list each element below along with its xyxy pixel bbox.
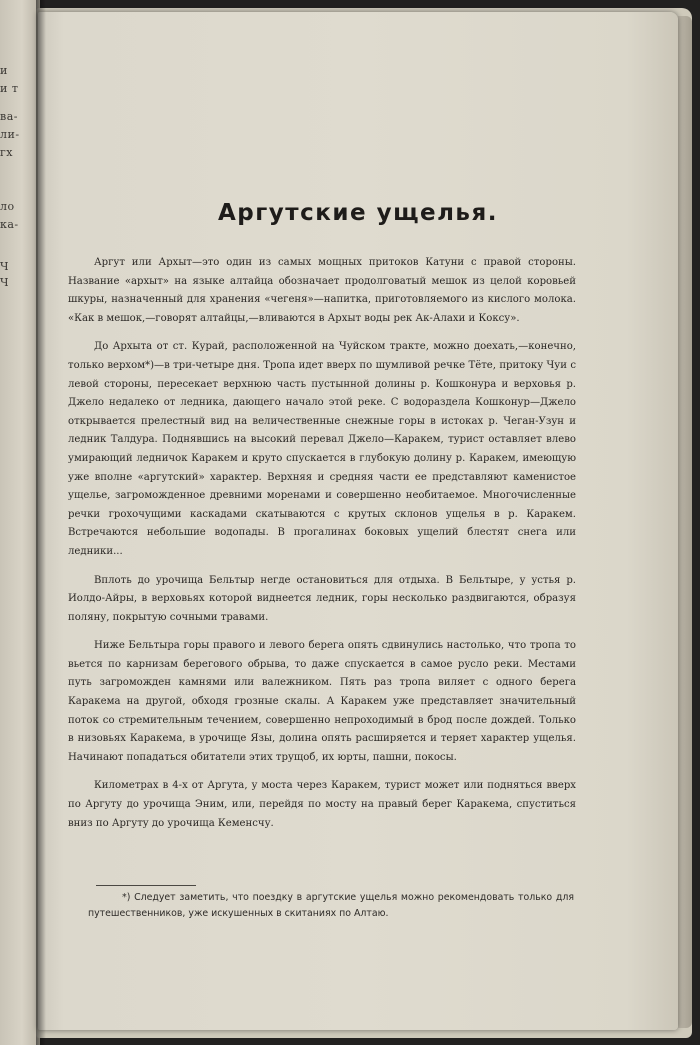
left-page-fragment: гх (0, 146, 13, 159)
left-page-fragment: Ч (0, 276, 10, 289)
book-page (38, 12, 678, 1030)
chapter-title: Аргутские ущелья. (218, 200, 498, 226)
left-page-fragment: и (0, 64, 8, 77)
body-text (68, 254, 576, 843)
left-page-fragment: и т (0, 82, 19, 95)
left-page-edge (0, 0, 40, 1045)
left-page-fragment: ли- (0, 128, 20, 141)
footnote-divider (96, 885, 196, 886)
paragraph: Аргут или Архыт—это один из самых мощных притоков Катуни с правой стороны. Название «архыт» на языке алтайца обозначает продолговатый мешок из целой коровьей шкуры, назначенный для хранения «чегеня»—напитка, приготовляемого из кислого молока. «Как в мешок,—говорят алтайцы,—вливаются в Архыт воды рек Ак-Алахи и Коксу». (68, 257, 576, 324)
left-page-fragment: Ч (0, 260, 10, 273)
paragraph: Километрах в 4-х от Аргута, у моста через Каракем, турист может или подняться вверх по Аргуту до урочища Эним, или, перейдя по мосту на правый берег Каракема, спуститься вниз по Аргуту до урочища Кеменсчу. (68, 780, 576, 829)
page-edges (678, 16, 692, 1028)
paragraph: До Архыта от ст. Курай, расположенной на Чуйском тракте, можно доехать,—конечно, только верхом*)—в три-четыре дня. Тропа идет вверх по шумливой речке Тёте, притоку Чуи с левой стороны, пересекает верхнюю часть пустынной долины р. Кошконура и верховья р. Джело недалеко от ледника, дающего начало этой реке. С водораздела Кошконур—Джело открывается прелестный вид на величественные снежные горы в истоках р. Чеган-Узун и ледник Талдура. Поднявшись на высокий перевал Джело—Каракем, турист оставляет влево умирающий ледничок Каракем и круто спускается в глубокую долину р. Каракем, имеющую уже вполне «аргутский» характер. Верхняя и средняя части ее представляют каменистое ущелье, загроможденное древними моренами и совершенно необитаемое. Многочисленные речки грохочущими каскадами скатываются с крутых склонов ущелья в р. Каракем. Встречаются небольшие водопады. В прогалинах боковых ущелий блестят снега или ледники... (68, 341, 576, 557)
gutter-shadow (36, 0, 46, 1045)
footnote: *) Следует заметить, что поездку в аргутские ущелья можно рекомендовать только для путешественников, уже искушенных в скитаниях по Алтаю. (88, 892, 574, 919)
left-page-fragment: ло (0, 200, 15, 213)
paragraph: Вплоть до урочища Бельтыр негде остановиться для отдыха. В Бельтыре, у устья р. Иолдо-Айры, в верховьях которой виднеется ледник, горы несколько раздвигаются, образуя поляну, покрытую сочными травами. (68, 574, 576, 623)
left-page-fragment: ва- (0, 110, 18, 123)
left-page-fragment: ка- (0, 218, 19, 231)
paragraph: Ниже Бельтыра горы правого и левого берега опять сдвинулись настолько, что тропа то вьется по карнизам берегового обрыва, то даже спускается в самое русло реки. Местами путь загроможден камнями или валежником. Пять раз тропа виляет с одного берега Каракема на другой, обходя грозные скалы. А Каракем уже представляет значительный поток со стремительным течением, совершенно непроходимый в брод после дождей. Только в низовьях Каракема, в урочище Язы, долина опять расширяется и теряет характер ущелья. Начинают попадаться обитатели этих трущоб, их юрты, пашни, покосы. (68, 640, 576, 763)
